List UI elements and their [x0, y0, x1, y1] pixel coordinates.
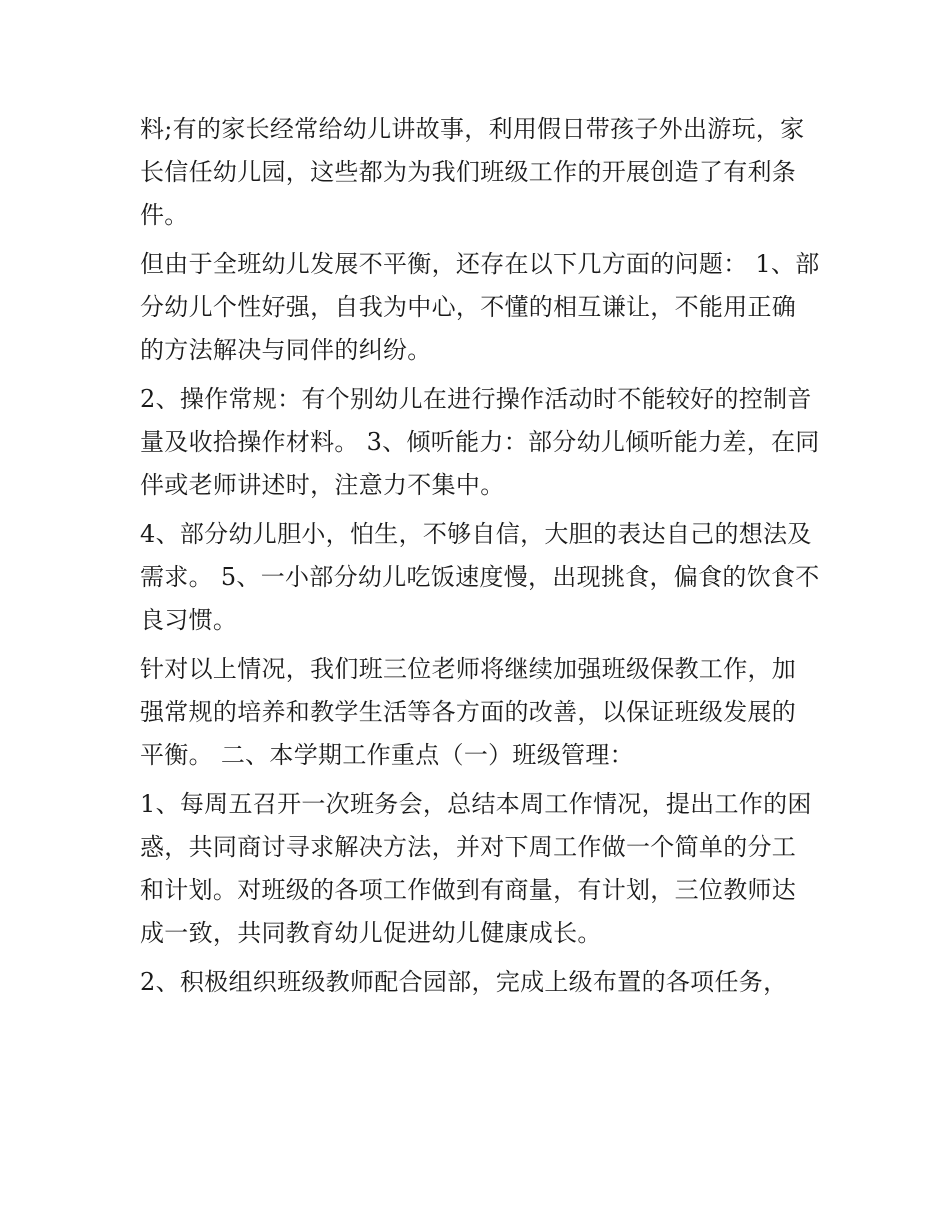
paragraph-1: 料;有的家长经常给幼儿讲故事，利用假日带孩子外出游玩，家长信任幼儿园，这些都为为我们班级工作的开展创造了有利条件。: [140, 115, 805, 229]
paragraph-3: 2、操作常规：有个别幼儿在进行操作活动时不能较好的控制音量及收拾操作材料。 3、倾听能力：部分幼儿倾听能力差，在同伴或老师讲述时，注意力不集中。: [140, 385, 820, 499]
paragraph-4: 4、部分幼儿胆小，怕生，不够自信，大胆的表达自己的想法及需求。 5、一小部分幼儿吃饭速度慢，出现挑食，偏食的饮食不良习惯。: [140, 520, 820, 634]
document-body: [140, 108, 820, 1010]
paragraph-5: 针对以上情况，我们班三位老师将继续加强班级保教工作，加强常规的培养和教学生活等各方面的改善，以保证班级发展的平衡。 二、本学期工作重点（一）班级管理：: [140, 655, 797, 769]
paragraph-7: 2、积极组织班级教师配合园部，完成上级布置的各项任务，: [140, 968, 788, 996]
paragraph-2: 但由于全班幼儿发展不平衡，还存在以下几方面的问题： 1、部分幼儿个性好强，自我为中心，不懂的相互谦让，不能用正确的方法解决与同伴的纠纷。: [140, 250, 820, 364]
paragraph-6: 1、每周五召开一次班务会，总结本周工作情况，提出工作的困惑，共同商讨寻求解决方法，并对下周工作做一个简单的分工和计划。对班级的各项工作做到有商量，有计划，三位教师达成一致，共同教育幼儿促进幼儿健康成长。: [140, 790, 812, 947]
